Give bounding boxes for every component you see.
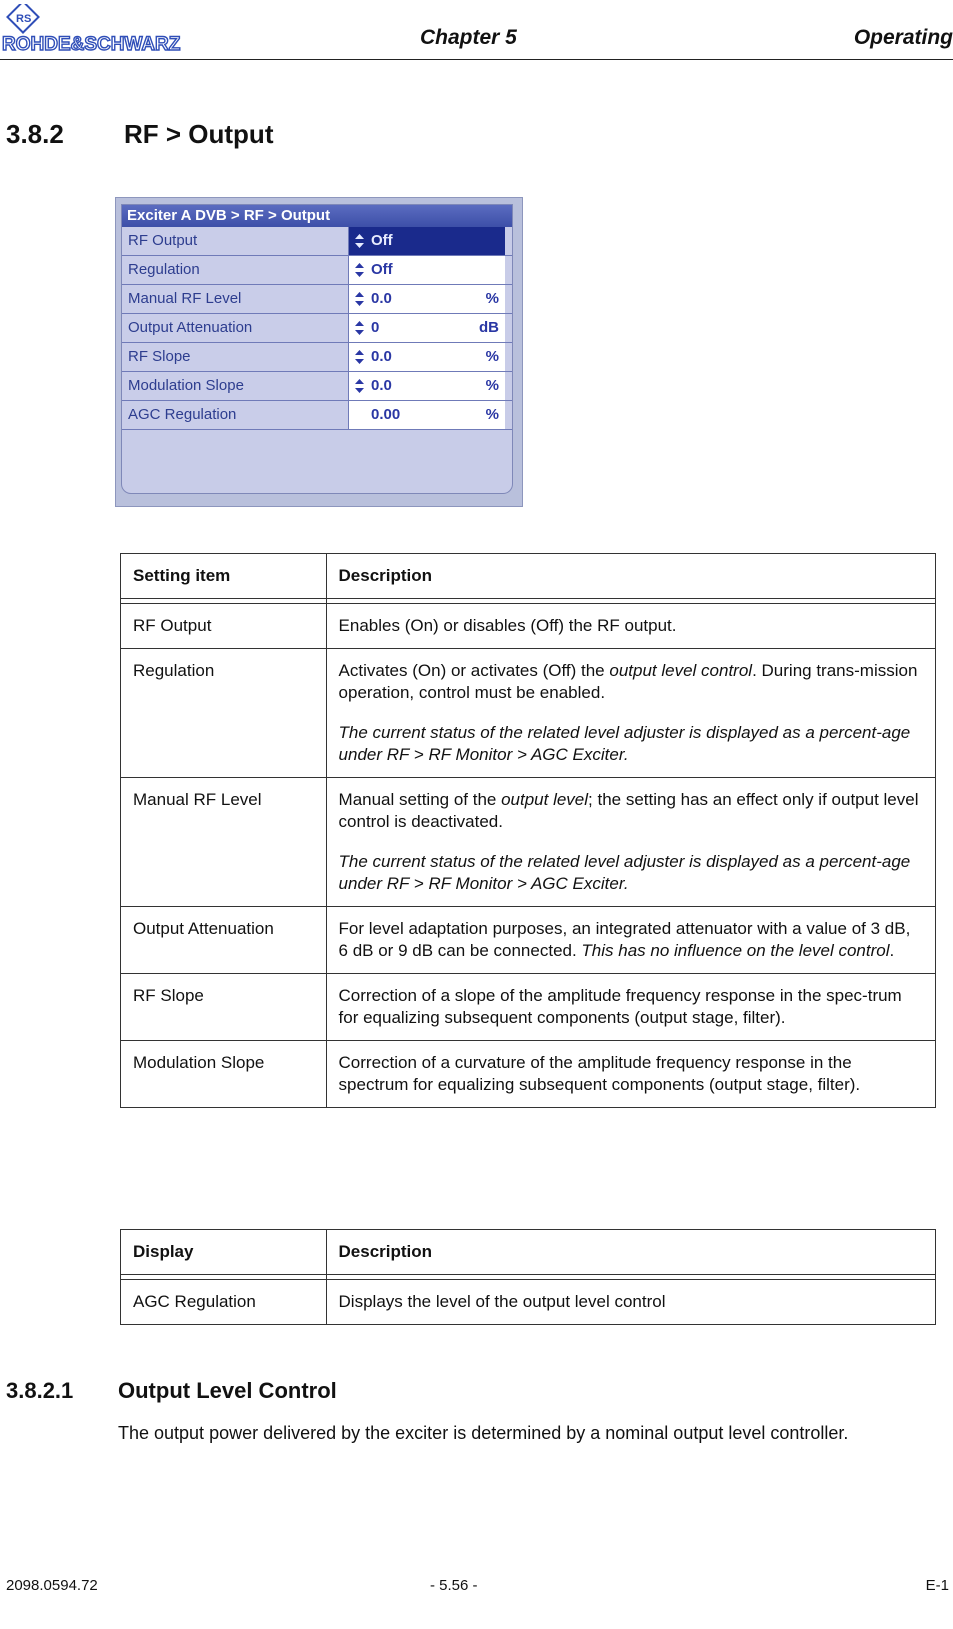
setting-row[interactable] (122, 227, 512, 256)
setting-label: Manual RF Level (122, 285, 349, 313)
exciter-rf-output-window (115, 197, 523, 507)
setting-value-field[interactable] (349, 256, 505, 284)
table-row (121, 778, 936, 907)
svg-text:ROHDE&SCHWARZ: ROHDE&SCHWARZ (2, 34, 181, 54)
setting-value: 0.0 (371, 348, 392, 365)
setting-name: RF Output (133, 616, 212, 635)
setting-unit: % (485, 348, 499, 365)
setting-value: 0 (371, 319, 380, 336)
setting-unit: % (485, 406, 499, 423)
setting-description: Manual setting of the output level; the setting has an effect only if output level control is deactivated. The current status of the related level adjuster is displayed as a percent-age under RF > RF Monitor > AGC Exciter. (338, 790, 919, 893)
header-setting-item: Setting item (121, 554, 327, 599)
section-number: 3.8.2 (6, 119, 64, 149)
setting-name: Output Attenuation (133, 919, 274, 938)
setting-name: Regulation (133, 661, 215, 680)
table-row (121, 974, 936, 1041)
table-row (121, 649, 936, 778)
setting-value-field[interactable] (349, 314, 505, 342)
setting-row[interactable] (122, 372, 512, 401)
setting-value: Off (371, 261, 393, 278)
setting-label: RF Slope (122, 343, 349, 371)
document-number: 2098.0594.72 (6, 1577, 98, 1594)
setting-value: 0.0 (371, 290, 392, 307)
display-name: AGC Regulation (133, 1292, 256, 1311)
setting-description: For level adaptation purposes, an integrated attenuator with a value of 3 dB, 6 dB or 9 dB can be connected. This has no influence on the level control. (338, 919, 911, 960)
up-down-spinner-icon[interactable] (355, 292, 364, 306)
page-number: - 5.56 - (430, 1577, 478, 1594)
setting-note: The current status of the related level adjuster is displayed as a percent-age under RF > RF Monitor > AGC Exciter. (338, 852, 911, 893)
setting-row[interactable] (122, 285, 512, 314)
setting-name: Manual RF Level (133, 790, 262, 809)
setting-label: Regulation (122, 256, 349, 284)
setting-row[interactable] (122, 256, 512, 285)
setting-description: Correction of a slope of the amplitude frequency response in the spec-trum for equalizing subsequent components (output stage, filter). (338, 986, 902, 1027)
setting-label: Output Attenuation (122, 314, 349, 342)
up-down-spinner-icon[interactable] (355, 379, 364, 393)
setting-description: Activates (On) or activates (Off) the output level control. During trans-mission operation, control must be enabled. The current status of the related level adjuster is displayed as a percent-age under RF > RF Monitor > AGC Exciter. (338, 661, 918, 764)
settings-table (120, 553, 936, 1108)
setting-value-field (349, 401, 505, 429)
setting-label: Modulation Slope (122, 372, 349, 400)
header-description: Description (326, 554, 935, 599)
chapter-title: Chapter 5 (420, 26, 517, 49)
display-table (120, 1229, 936, 1325)
setting-unit: % (485, 290, 499, 307)
subsection-title: Output Level Control (118, 1378, 337, 1403)
subsection-heading (6, 1378, 337, 1404)
subsection-number: 3.8.2.1 (6, 1378, 74, 1403)
setting-note: The current status of the related level adjuster is displayed as a percent-age under RF > RF Monitor > AGC Exciter. (338, 723, 911, 764)
setting-name: RF Slope (133, 986, 204, 1005)
table-row (121, 1041, 936, 1108)
setting-unit: % (485, 377, 499, 394)
setting-value-field[interactable] (349, 285, 505, 313)
header-description: Description (326, 1230, 935, 1275)
setting-row[interactable] (122, 343, 512, 372)
setting-value: 0.00 (371, 406, 401, 423)
table-row (121, 907, 936, 974)
setting-row[interactable] (122, 314, 512, 343)
window-panel (121, 204, 513, 494)
body-paragraph: The output power delivered by the exciter is determined by a nominal output level controller. (118, 1423, 849, 1443)
setting-value-field[interactable] (349, 372, 505, 400)
up-down-spinner-icon[interactable] (355, 321, 364, 335)
window-title: Exciter A DVB > RF > Output (122, 205, 512, 227)
setting-value-field[interactable] (349, 227, 505, 255)
setting-row[interactable] (122, 401, 512, 430)
header-display: Display (121, 1230, 327, 1275)
settings-table-header (121, 554, 936, 599)
setting-value: 0.0 (371, 377, 392, 394)
setting-name: Modulation Slope (133, 1053, 265, 1072)
section-heading (6, 119, 273, 150)
page-header (0, 0, 953, 62)
up-down-spinner-icon[interactable] (355, 234, 364, 248)
setting-description: Correction of a curvature of the amplitude frequency response in the spectrum for equalizing subsequent components (output stage, filter). (338, 1053, 861, 1094)
setting-label: AGC Regulation (122, 401, 349, 429)
table-row (121, 1280, 936, 1325)
setting-value-field[interactable] (349, 343, 505, 371)
up-down-spinner-icon[interactable] (355, 350, 364, 364)
edition: E-1 (925, 1577, 949, 1594)
display-table-header (121, 1230, 936, 1275)
setting-description: Enables (On) or disables (Off) the RF output. (338, 616, 677, 635)
setting-unit: dB (479, 319, 499, 336)
section-title: Operating (853, 26, 953, 49)
section-heading-title: RF > Output (124, 119, 274, 149)
header-rule (0, 59, 953, 60)
svg-text:RS: RS (16, 13, 32, 25)
display-description: Displays the level of the output level control (338, 1292, 666, 1311)
setting-value: Off (371, 232, 393, 249)
rohde-schwarz-logo (2, 4, 227, 54)
up-down-spinner-icon[interactable] (355, 263, 364, 277)
setting-label: RF Output (122, 227, 349, 255)
table-row (121, 604, 936, 649)
settings-rows (122, 227, 512, 430)
